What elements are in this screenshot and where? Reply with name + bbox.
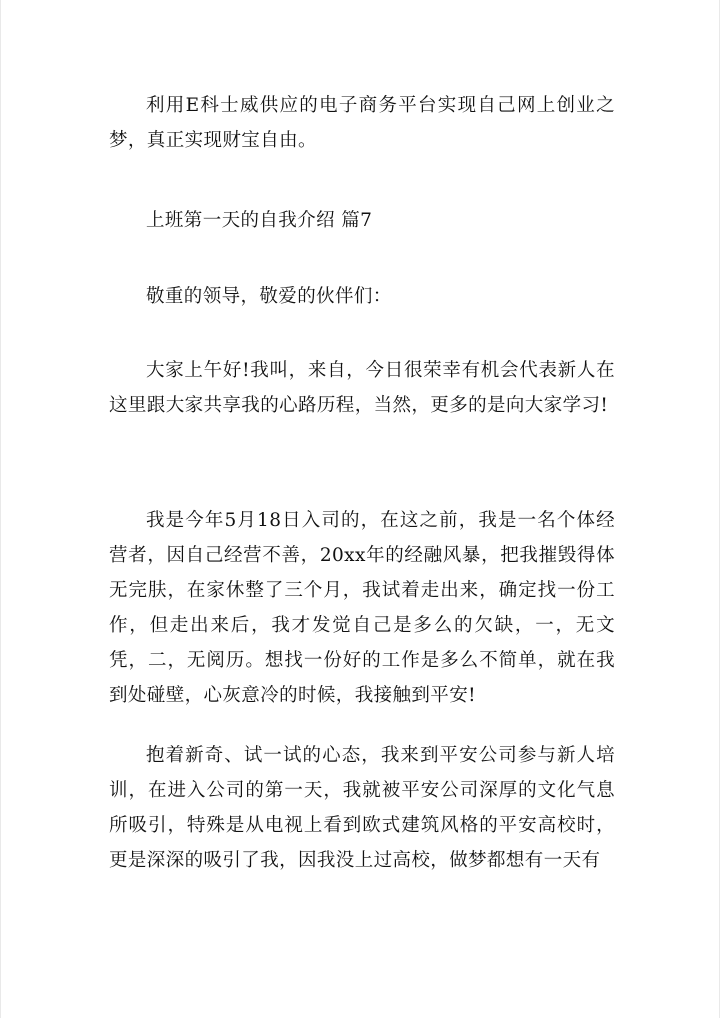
paragraph-intro: 利用E科士威供应的电子商务平台实现自己网上创业之梦，真正实现财宝自由。 xyxy=(109,95,615,151)
paragraph-background: 我是今年5月18日入司的，在这之前，我是一名个体经营者，因自己经营不善，20xx年的经融风暴，把我摧毁得体无完肤，在家休整了三个月，我试着走出来，确定找一份工作，但走出来后，我才发觉自己是多么的欠缺，一，无文凭，二，无阅历。想找一份好的工作是多么不简单，就在我到处碰壁，心灰意冷的时候，我接触到平安! xyxy=(109,510,615,706)
paragraph-opening: 大家上午好!我叫，来自，今日很荣幸有机会代表新人在这里跟大家共享我的心路历程，当然，更多的是向大家学习! xyxy=(109,360,615,416)
section-heading: 上班第一天的自我介绍 篇7 xyxy=(146,210,373,231)
greeting-line: 敬重的领导，敬爱的伙伴们： xyxy=(146,286,392,307)
paragraph-training: 抱着新奇、试一试的心态，我来到平安公司参与新人培训，在进入公司的第一天，我就被平安公司深厚的文化气息所吸引，特殊是从电视上看到欧式建筑风格的平安高校时，更是深深的吸引了我，因我没上过高校，做梦都想有一天有 xyxy=(109,745,615,871)
